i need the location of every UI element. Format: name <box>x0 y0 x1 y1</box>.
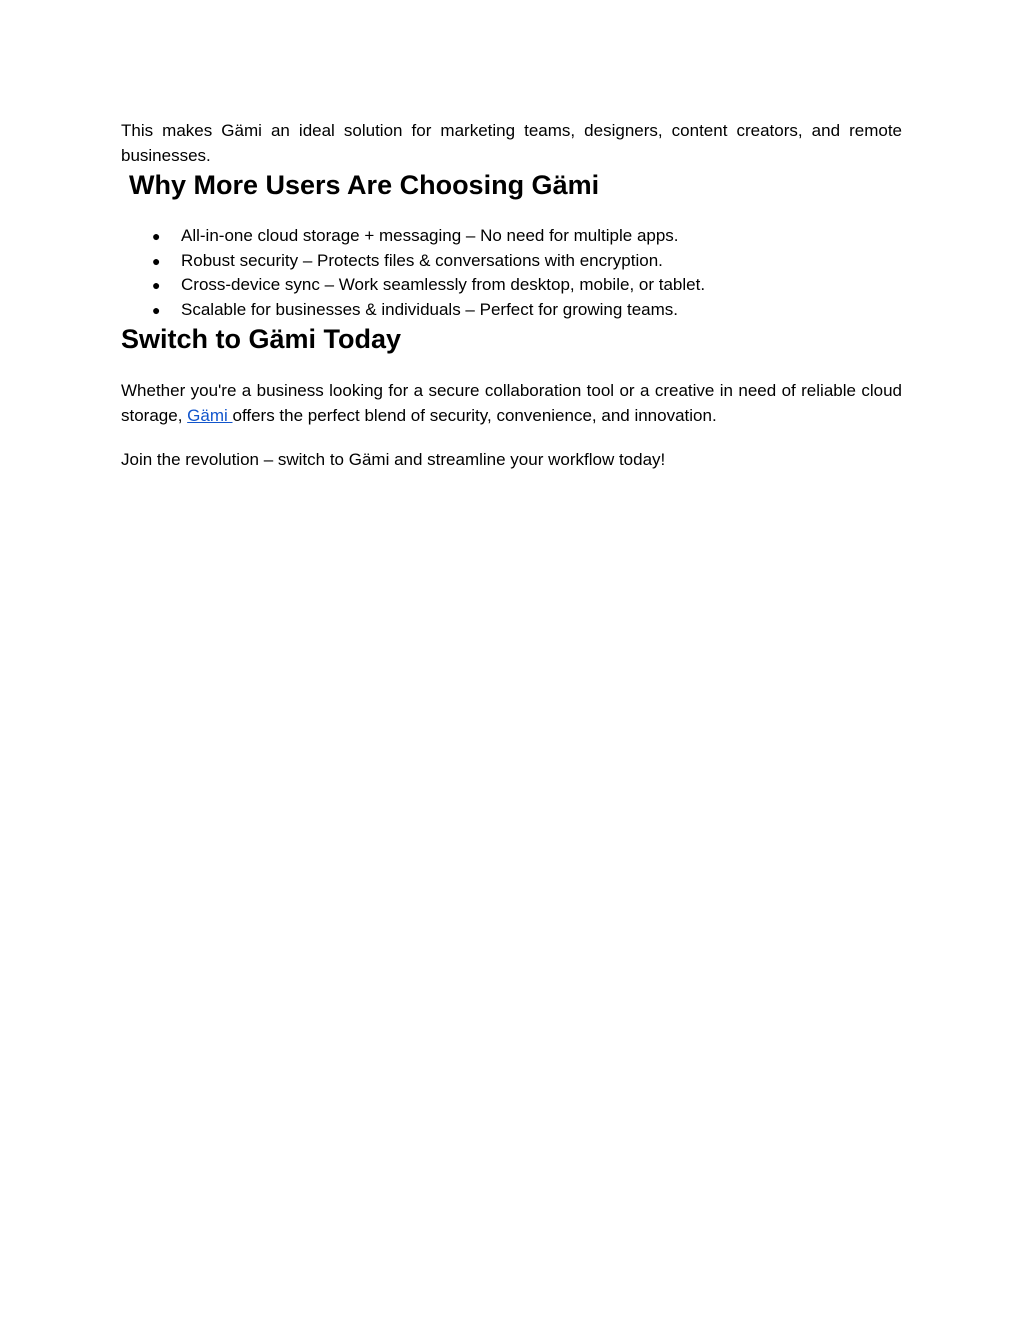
why-heading: Why More Users Are Choosing Gämi <box>129 170 600 200</box>
whether-paragraph <box>121 379 902 428</box>
switch-heading: Switch to Gämi Today <box>121 324 402 354</box>
whether-text: Whether you're a business looking for a secure collaboration tool or a creative in need of reliable cloud storage, <box>121 381 902 425</box>
whether-text-end: offers the perfect blend of security, convenience, and innovation. <box>232 405 717 425</box>
list-item-text: Scalable for businesses & individuals – Perfect for growing teams. <box>181 299 679 319</box>
intro-paragraph: This makes Gämi an ideal solution for marketing teams, designers, content creators, and remote businesses. <box>121 121 902 165</box>
gami-link[interactable]: Gämi <box>187 405 233 425</box>
bullet-icon: ● <box>152 277 161 293</box>
benefits-list <box>121 224 902 322</box>
document-page <box>121 119 902 473</box>
list-item <box>121 273 902 298</box>
list-item <box>121 298 902 323</box>
list-item-text: Cross-device sync – Work seamlessly from desktop, mobile, or tablet. <box>181 275 706 294</box>
closing-paragraph: Join the revolution – switch to Gämi and streamline your workflow today! <box>121 450 666 469</box>
list-item-text: All-in-one cloud storage + messaging – No need for multiple apps. <box>181 226 679 245</box>
bullet-icon: ● <box>152 252 161 269</box>
bullet-icon: ● <box>152 228 161 244</box>
bullet-icon: ● <box>152 301 161 318</box>
list-item <box>121 224 902 249</box>
list-item-text: Robust security – Protects files & conversations with encryption. <box>181 250 663 270</box>
list-item <box>121 249 902 274</box>
